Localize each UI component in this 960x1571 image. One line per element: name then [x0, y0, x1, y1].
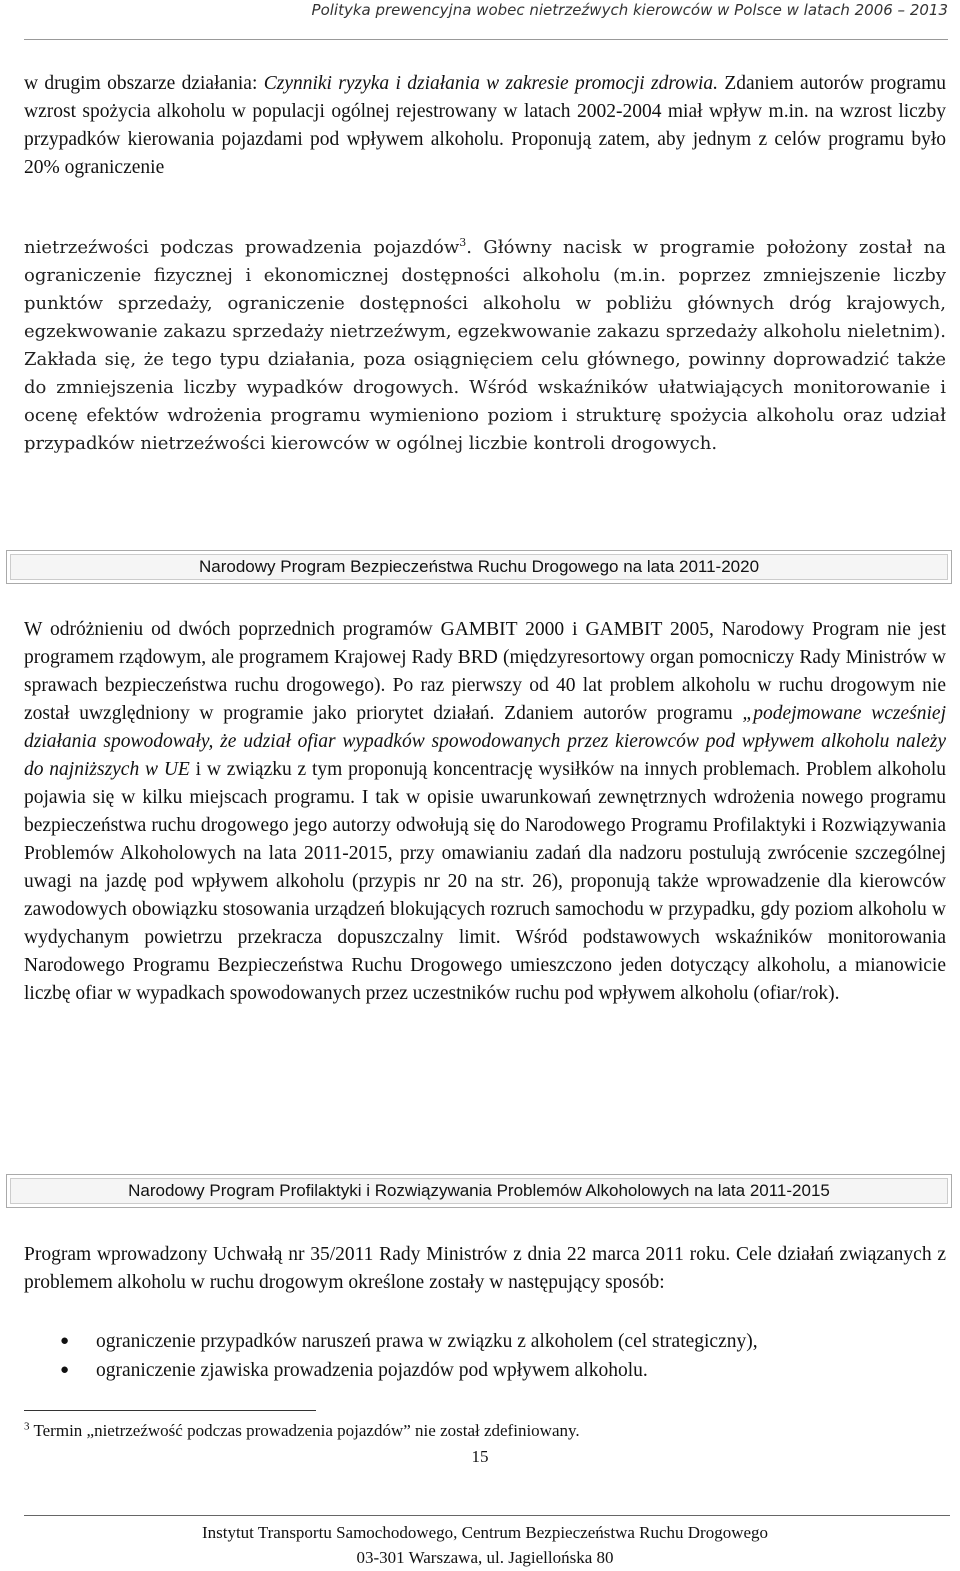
footnote-text: Termin „nietrzeźwość podczas prowadzenia pojazdów” nie został zdefiniowany.	[29, 1421, 580, 1440]
intro-p1-text-a: w drugim obszarze działania:	[24, 73, 264, 94]
intro-paragraph-2	[24, 234, 946, 458]
section1-paragraph	[24, 616, 946, 1008]
intro-p1-text-b: Zdaniem autorów programu wzrost spożycia alkoholu w populacji ogólnej rejestrowany w latach 2002-2004 miał wpływ m.in. na wzrost liczby przypadków kierowania pojazdami pod wpływem alkoholu. Proponują zatem, aby jednym z celów programu było 20% ograniczenie	[24, 73, 947, 178]
footnote-ref: 3	[459, 236, 467, 249]
footer-divider	[24, 1515, 950, 1516]
header-divider	[24, 39, 948, 40]
section1-text-a: W odróżnieniu od dwóch poprzednich programów GAMBIT 2000 i GAMBIT 2005, Narodowy Program nie jest programem rządowym, ale programem Krajowej Rady BRD (międzyresortowy organ pomocniczy Rady Ministrów w sprawach bezpieczeństwa ruchu drogowego). Po raz pierwszy od 40 lat problem alkoholu w ruchu drogowym nie został uwzględniony w programie jako priorytet działań. Zdaniem autorów programu	[24, 619, 946, 724]
intro-p2-text-a: nietrzeźwości podczas prowadzenia pojazdów	[24, 237, 460, 258]
footnote	[24, 1420, 580, 1442]
section-heading-road-safety: Narodowy Program Bezpieczeństwa Ruchu Drogowego na lata 2011-2020	[6, 550, 952, 584]
footnote-divider	[24, 1410, 316, 1411]
section1-text-b: i w związku z tym proponują koncentrację wysiłków na innych problemach. Problem alkoholu pojawia się w kilku miejscach programu. I tak w opisie uwarunkowań zewnętrznych wdrożenia nowego programu bezpieczeństwa ruchu drogowego jego autorzy odwołują się do Narodowego Programu Profilaktyki i Rozwiązywania Problemów Alkoholowych na lata 2011-2015, przy omawianiu zadań dla nadzoru postulują zwrócenie szczególnej uwagi na jazdę pod wpływem alkoholu (przypis nr 20 na str. 26), proponują także wprowadzenie dla kierowców zawodowych obowiązku stosowania urządzeń blokujących rozruch samochodu w przypadku, gdy poziom alkoholu w wydychanym powietrzu przekracza dopuszczalny limit. Wśród podstawowych wskaźników monitorowania Narodowego Programu Bezpieczeństwa Ruchu Drogowego umieszczono jeden dotyczący alkoholu, a mianowicie liczbę ofiar w wypadkach spowodowanych przez uczestników ruchu pod wpływem alkoholu (ofiar/rok).	[24, 759, 946, 1004]
intro-p2-text-b: . Główny nacisk w programie położony został na ograniczenie fizycznej i ekonomicznej dostępności alkoholu (m.in. poprzez zmniejszenie liczby punktów sprzedaży, ograniczenie dostępności alkoholu w pobliżu głównych dróg krajowych, egzekwowanie zakazu sprzedaży nietrzeźwym, egzekwowanie zakazu sprzedaży alkoholu nieletnim). Zakłada się, że tego typu działania, poza osiągnięciem celu głównego, powinny doprowadzić także do zmniejszenia liczby wypadków drogowych. Wśród wskaźników ułatwiających monitorowanie i ocenę efektów wdrożenia programu wymieniono poziom i strukturę spożycia alkoholu oraz udział przypadków nietrzeźwości kierowców w ogólnej liczbie kontroli drogowych.	[24, 237, 946, 454]
intro-paragraph-1	[24, 70, 946, 182]
section1-quote: „podejmowane wcześniej działania spowodowały, że udział ofiar wypadków spowodowanych przez kierowców pod wpływem alkoholu należy do najniższych w UE	[24, 703, 946, 780]
running-header: Polityka prewencyjna wobec nietrzeźwych kierowców w Polsce w latach 2006 – 2013	[311, 1, 948, 19]
section-heading-alcohol-program: Narodowy Program Profilaktyki i Rozwiązywania Problemów Alkoholowych na lata 2011-2015	[6, 1174, 952, 1208]
intro-p1-italic: Czynniki ryzyka i działania w zakresie promocji zdrowia.	[263, 73, 719, 94]
list-item: ● ograniczenie przypadków naruszeń prawa w związku z alkoholem (cel strategiczny),	[24, 1327, 946, 1356]
list-item: ● ograniczenie zjawiska prowadzenia pojazdów pod wpływem alkoholu.	[24, 1356, 946, 1385]
section2-bullet-list	[24, 1327, 946, 1385]
footnote-number: 3	[24, 1420, 30, 1433]
section2-paragraph: Program wprowadzony Uchwałą nr 35/2011 Rady Ministrów z dnia 22 marca 2011 roku. Cele działań związanych z problemem alkoholu w ruchu drogowym określone zostały w następujący sposób:	[24, 1244, 946, 1293]
footer-address: 03-301 Warszawa, ul. Jagiellońska 80	[356, 1548, 614, 1567]
footer-institution: Instytut Transportu Samochodowego, Centrum Bezpieczeństwa Ruchu Drogowego	[201, 1523, 769, 1542]
page-number: 15	[471, 1447, 489, 1466]
